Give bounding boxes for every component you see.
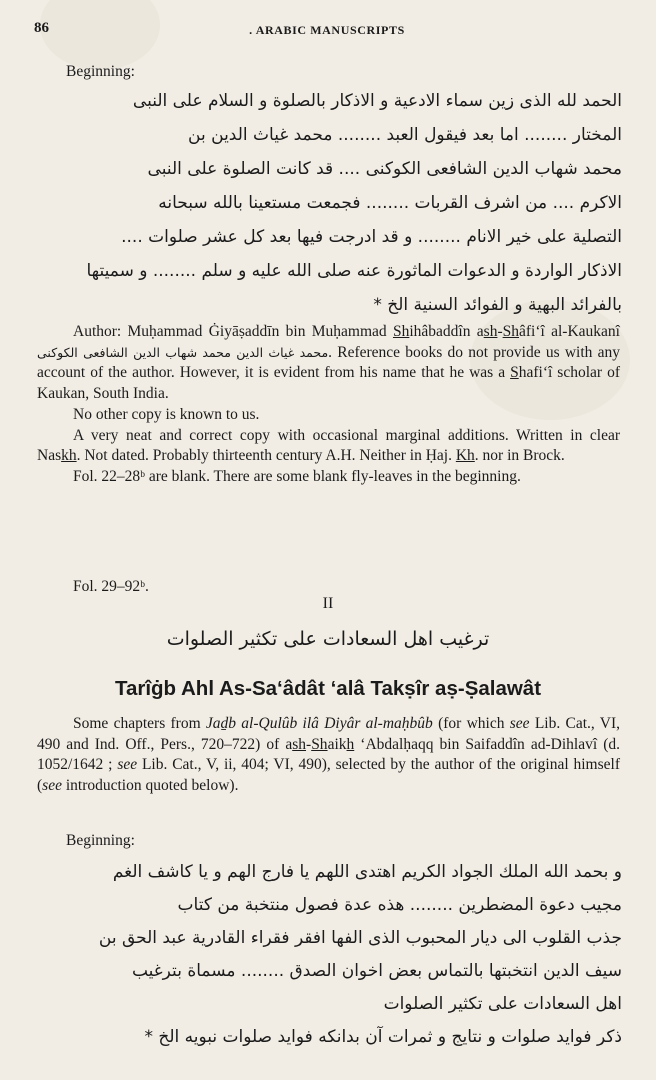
entry1-notes [37,322,620,488]
arabic-line: و بحمد الله الملك الجواد الكريم اهتدى اللهم يا فارج الهم و يا كاشف الغم [112,862,622,882]
arabic-line: اهل السعادات على تكثير الصلوات [383,994,622,1014]
entry-number: II [322,595,334,612]
arabic-line: محمد شهاب الدين الشافعى الكوكنى .... قد كانت الصلوة على النبى [147,159,622,179]
page-number: 86 [34,20,49,36]
arabic-line: مجيب دعوة المضطرين ........ هذه عدة فصول منتخبة من كتاب [177,895,622,915]
arabic-line: سيف الدين انتخبتها بالتماس بعض اخوان الصدق ........ مسماة بترغيب [131,961,622,981]
blank-folios-note: Fol. 22–28ᵇ are blank. There are some blank fly-leaves in the beginning. [73,467,521,485]
arabic-line: جذب القلوب الى ديار المحبوب الذى الفها افقر فقراء القادرية عبد الحق بن [98,928,622,948]
author-paragraph: Author: Muḥammad Ġiyāṣaddīn bin Muḥammad Shihâbaddîn ash-Shâfi‘î al-Kaukanî محمد غياث الدين محمد شهاب الدين الشافعى الكوكنى. Reference books do not provide us with any account of the author. However, it is evident from his name that he was a Shafi‘î scholar of Kaukan, South India. [37,323,620,403]
arabic-line: الحمد لله الذى زين سماء الادعية و الاذكار بالصلوة و السلام على النبى [132,91,622,111]
work-title: Jaḏb al-Qulûb ilâ Diyâr al-maḥbûb [205,715,433,732]
arabic-line: الاذكار الواردة و الدعوات الماثورة عنه صلى الله عليه و سلم ........ و سميتها [86,261,622,281]
entry2-description: Some chapters from Jaḏb al-Qulûb ilâ Diyâr al-maḥbûb (for which see Lib. Cat., VI, 490 and Ind. Off., Pers., 720–722) of ash-Shaikh ‘Abdalḥaqq bin Saifaddîn ad-Dihlavî (d. 1052/1642 ; see Lib. Cat., V, ii, 404; VI, 490), selected by the author of the original himself (see introduction quoted below). [37,715,620,795]
folio-range: Fol. 29–92ᵇ. [73,578,149,595]
copy-description: A very neat and correct copy with occasional marginal additions. Written in clear Naskh. Not dated. Probably thirteenth century A.H. Neither in Ḥaj. Kh. nor in Brock. [37,426,620,465]
arabic-line: ذكر فوايد صلوات و نتايج و ثمرات آن بدانكه فوايد صلوات نبويه الخ * [144,1027,622,1047]
beginning-label-1: Beginning: [66,63,135,80]
arabic-line: الاكرم .... من اشرف القربات ........ فجمعت مستعينا بالله سبحانه [158,193,622,213]
author-arabic-name: محمد غياث الدين محمد شهاب الدين الشافعى الكوكنى [37,344,329,360]
arabic-incipit-1 [34,84,622,322]
arabic-line: المختار ........ اما بعد فيقول العبد ........ محمد غياث الدين بن [188,125,622,145]
page-header [34,20,620,42]
beginning-label-2: Beginning: [66,832,135,849]
entry-title: Tarîġb Ahl As-Sa‘âdât ‘alâ Takṣîr aṣ-Ṣalawât [114,677,542,700]
running-head: . ARABIC MANUSCRIPTS [249,23,405,37]
arabic-incipit-2 [34,856,622,1054]
arabic-line: التصلية على خير الانام ........ و قد ادرجت فيها بعد كل عشر صلوات .... [121,227,622,247]
arabic-title: ترغيب اهل السعادات على تكثير الصلوات [166,628,490,650]
arabic-line: بالفرائد البهية و الفوائد السنية الخ * [373,295,622,315]
no-copy-note: No other copy is known to us. [73,405,260,423]
